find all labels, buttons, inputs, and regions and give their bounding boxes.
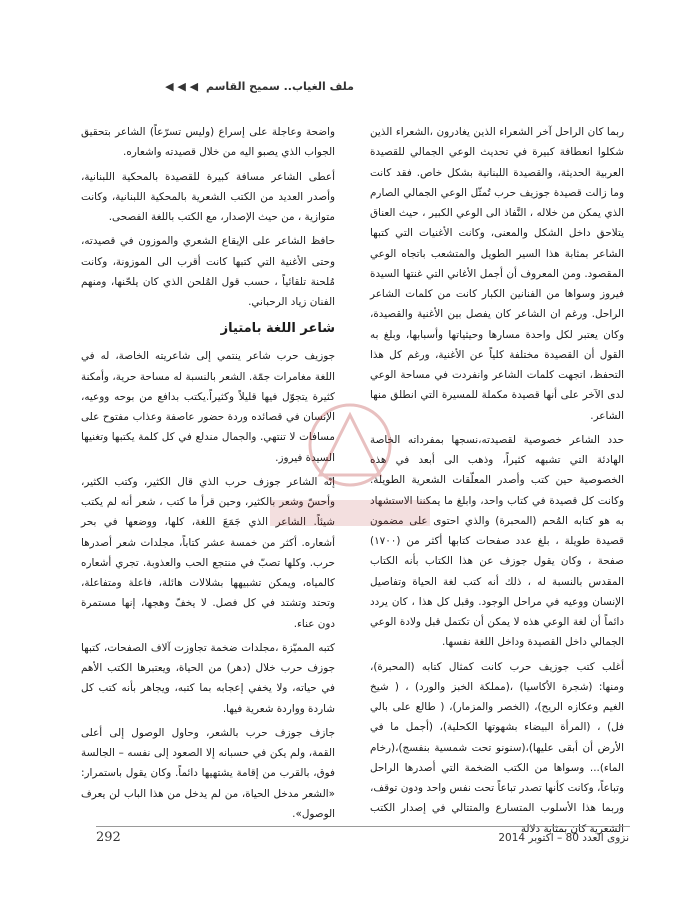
arrow-triangles-icon: ◀ ◀ ◀: [165, 80, 199, 93]
paragraph: ربما كان الراحل آخر الشعراء الذين يغادرون ،الشعراء الذين شكلوا انعطافة كبيرة في تحديث الوعي الجمالي للقصيدة العربية الحديثة، والقصيدة اللبنانية بشكل خاص. فقد كانت وما زالت قصيدة جوزيف حرب تُمثّل الوعي الجمالي الصارم الذي يمكن من خلاله ، النَّفاذ الى الوعي الكبير ، حيث العناق يتلاحق داخل الشكل والمعنى، وكانت الأغنيات التي كتبها الشاعر بمثابة هذا السير الطويل والمتشعب باتجاه الوعي المقصود. ومن المعروف أن أجمل الأغاني التي غنتها السيدة فيروز وسواها من الفنانين الكبار كانت من كلمات الشاعر الراحل. ورغم ان الشاعر كان يفصل بين الأغنية والقصيدة، وكان يعتبر لكل واحدة مسارها وحيثياتها وأسبابها، وبلغ به القول أن القصيدة مختلفة كلياً عن الأغنية، ورغم كل هذا التحفظ، اتجهت كلمات الشاعر وانفردت في مساحة الوعي لدى الآخر على أنها قصيدة مكملة للمسيرة التي انطلق منها الشاعر.: [370, 126, 624, 422]
paragraph: أعطى الشاعر مسافة كبيرة للقصيدة بالمحكية اللبنانية، وأصدر العديد من الكتب الشعرية بالمحكية اللبنانية، وكانت متوازية ، من حيث الإصدار، مع الكتب باللغة الفصحى.: [81, 170, 335, 223]
running-header: [96, 80, 354, 93]
paragraph: حافظ الشاعر على الإيقاع الشعري والموزون في قصيدته، وحتى الأغنية التي كتبها كانت أقرب الى الموزونة، وكانت مُلحنة تلقائياً ، حسب قول المُلحن الذي كان يلحّنها، ومنهم الفنان زياد الرحباني.: [81, 235, 335, 308]
paragraph: جوزيف حرب شاعر ينتمي إلى شاعريته الخاصة، له في اللغة مغامرات جمّة. الشعر بالنسبة له مساحة حرية، وأمكنة كثيرة يتجوّل فيها قليلاً وكثيراً.يكتب بدافع من بوحه ووعيه، الإنسان في قصائده وردة حضور عاصفة وعذاب مفتوح على مسافات لا تنتهي. والجمال مندلع في كل كلمة يكتبها وتغنيها السيدة فيروز.: [81, 350, 335, 464]
issue-info: نزوى العدد 80 – اكتوبر 2014: [498, 832, 629, 844]
page-number: 292: [96, 830, 121, 845]
paragraph: أغلب كتب جوزيف حرب كانت كمثال كتابه (المحبرة)، ومنها: (شجرة الأكاسيا) ،(مملكة الخبز والورد) ، ( شيخ الغيم وعكازه الريح)، (الخصر والمزمار)، ( طالع على بالي فل) ، (المرأة البيضاء بشهوتها الكحلية)، (أجمل ما في الأرض أن أبقى عليها)،(سنونو تحت شمسية بنفسج)،(رخام الماء)... وسواها من الكتب الضخمة التي أصدرها الراحل وتباعاً، وكانت كأنها تصدر تباعاً تحت نفس واحد ودون توقف، وربما هذا الأسلوب المتسارع والمتتالي في إصدار الكتب الشعرية كان بمثابة دلالة: [370, 660, 624, 835]
paragraph: إنّه الشاعر جوزف حرب الذي قال الكثير، وكتب الكثير، وأحسّ وشعر بالكثير، وحين قرأ ما كتب ، شعر أنه لم يكتب شيئاً. الشاعر الذي جَمَعَ اللغة، كلها، ووضعها في بحر أشعاره. أكثر من خمسة عشر كتاباً، مجلدات شعر أصدرها حرب. وكلها تصبّ في منتجع الحب والعذوبة. تجري أشعاره كالمياه، ويمكن تشبيهها بشلالات هائلة، فاعلة ومتفاعلة، وتحتد وتشتد في كل فصل. لا يخفّ وهجها، إنها مستمرة دون عناء.: [81, 475, 335, 630]
paragraph: حدد الشاعر خصوصية لقصيدته،نسجها بمفرداته الخاصة الهادئة التي تشبهه كثيراً، وذهب الى أبعد في هذه الخصوصية حين كتب وأصدر المعلّقات الشعرية الطويلة. وكانت كل قصيدة في كتاب واحد، وابلغ ما يمكننا الاستشهاد به هو كتابه المُحم (المحبرة) والذي احتوى على مضمون قصيدة طويلة ، بلغ عدد صفحات كتابها أكثر من (١٧٠٠) صفحة ، وكان يقول جوزف عن هذا الكتاب بأنه الكتاب المقدس بالنسبة له ، ذلك أنه كتب لغة الحياة وتفاصيل الإنسان ووعيه في مراحل الوجود. وقبل كل هذا ، كان يردد دائماً أن لغة الوعي هذه لا يمكن أن تكتمل قبل ولادة الوعي الجمالي داخل القصيدة وداخل اللغة نفسها.: [370, 433, 624, 649]
footer-divider: [96, 826, 630, 827]
paragraph: كتبه المميّزة ،مجلدات ضخمة تجاوزت آلاف الصفحات، كتبها جوزف حرب خلال (دهر) من الحياة، ويعتبرها الكتب الأهم في حياته، ولا يخفي إعجابه بما كتبه، ويجاهر بأنه كتب كل شاردة وواردة شعرية فيها.: [81, 641, 335, 715]
right-column: [370, 122, 624, 843]
left-column: [81, 122, 335, 828]
paragraph: جازف جوزف حرب بالشعر، وحاول الوصول إلى أعلى القمة، ولم يكن في حسبانه إلا الصعود إلى نفسه – الجالسة فوق، بالقرب من إقامة يشتهيها دائماً. وكان يقول باستمرار: «الشعر مدخل الحياة، من لم يدخل من هذا الباب لن يعرف الوصول».: [81, 726, 335, 820]
running-title: ملف الغياب.. سميح القاسم: [205, 80, 354, 93]
section-heading: شاعر اللغة بامتياز: [220, 321, 335, 337]
paragraph: واضحة وعاجلة على إسراع (وليس تسرّعاً) الشاعر بتحقيق الجواب الذي يصبو اليه من خلال قصيدته واشعاره.: [81, 126, 335, 159]
